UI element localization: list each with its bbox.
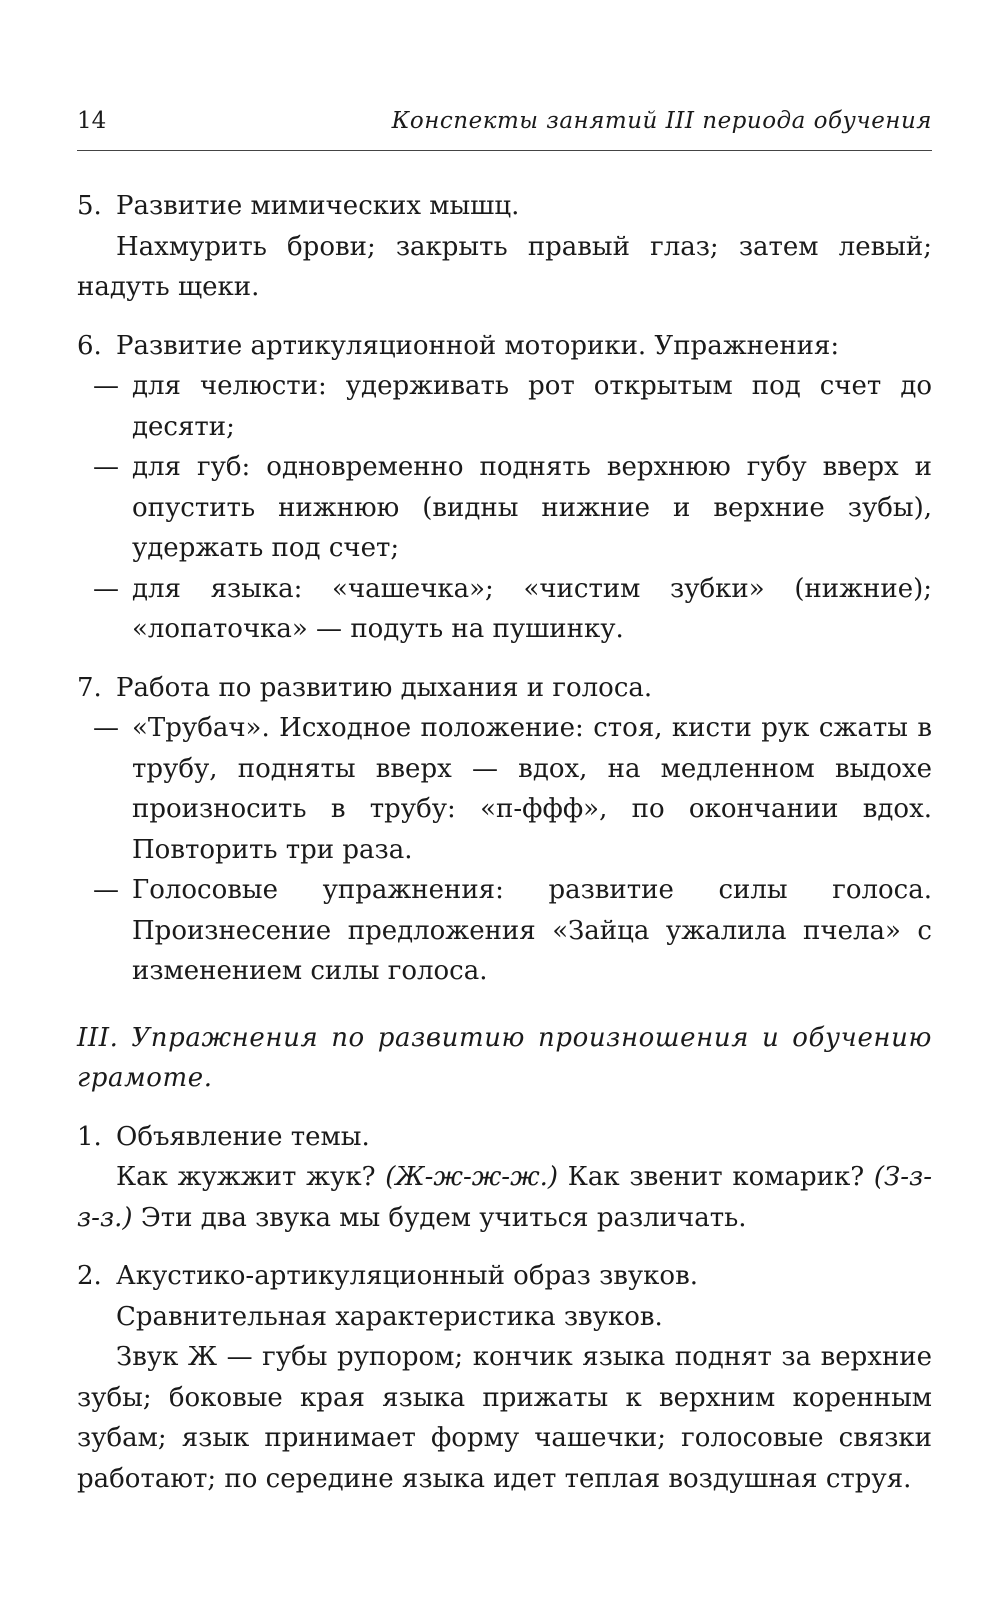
- running-title: Конспекты занятий III периода обучения: [391, 108, 932, 134]
- bullet-text: для челюсти: удерживать рот открытым под счет до десяти;: [132, 371, 932, 442]
- item-6-number: 6.: [77, 330, 102, 361]
- dash-mark: —: [93, 452, 119, 482]
- item-7-heading: [77, 668, 932, 709]
- item-5-text: Нахмурить брови; закрыть правый глаз; затем левый; надуть щеки.: [77, 231, 932, 302]
- bullet-text: для языка: «чашечка»; «чистим зубки» (нижние); «лопаточка» — подуть на пушинку.: [132, 573, 932, 644]
- page-number: 14: [77, 108, 107, 134]
- spacer: [77, 308, 932, 326]
- dash-mark: —: [93, 713, 119, 743]
- section-3-item-2-subtitle: Сравнительная характеристика звуков.: [116, 1301, 663, 1332]
- question-2: Как звенит комарик?: [567, 1162, 865, 1192]
- header-rule: [77, 150, 932, 151]
- item-6-bullet-lips: [77, 447, 932, 569]
- item-5-title: Развитие мимических мышц.: [116, 191, 520, 221]
- dash-mark: —: [93, 371, 119, 401]
- question-1: Как жужжит жук?: [116, 1162, 376, 1192]
- answer-1: (Ж-ж-ж-ж.): [385, 1162, 559, 1192]
- item-5-heading: [77, 186, 932, 227]
- spacer: [77, 650, 932, 668]
- section-3-item-2-text: Звук Ж — губы рупором; кончик языка поднят за верхние зубы; боковые края языка прижаты к верхним коренным зубам; язык принимает форму чашечки; голосовые связки работают; по середине языка идет теплая воздушная струя.: [77, 1342, 932, 1494]
- section-3-item-1-title: Объявление темы.: [116, 1121, 370, 1152]
- dash-mark: —: [93, 875, 119, 905]
- running-head: [77, 104, 932, 138]
- section-3-item-1-text: [77, 1157, 932, 1238]
- item-6-heading: [77, 326, 932, 367]
- item-7-title: Работа по развитию дыхания и голоса.: [116, 672, 653, 703]
- section-3-item-2-number: 2.: [77, 1261, 102, 1291]
- item-7-bullet-voice: [77, 870, 932, 992]
- item-6-title: Развитие артикуляционной моторики. Упражнения:: [116, 330, 840, 361]
- bullet-text: «Трубач». Исходное положение: стоя, кисти рук сжаты в трубу, подняты вверх — вдох, на медленном выдохе произносить в трубу: «п-ффф», по окончании вдох. Повторить три раза.: [132, 713, 932, 865]
- answer-2: (З-з-з-з.): [77, 1162, 932, 1233]
- page-body: [77, 186, 932, 1499]
- item-1-rest: Эти два звука мы будем учиться различать.: [140, 1202, 747, 1233]
- section-3-title: III. Упражнения по развитию произношения и обучению грамоте.: [77, 1022, 932, 1093]
- bullet-text: Голосовые упражнения: развитие силы голоса. Произнесение предложения «Зайца ужалила пчела» с изменением силы голоса.: [132, 875, 932, 986]
- section-3-item-1-number: 1.: [77, 1121, 102, 1152]
- spacer: [77, 1238, 932, 1256]
- spacer: [77, 1099, 932, 1117]
- item-7-bullet-trumpeter: [77, 708, 932, 870]
- item-6-bullet-jaw: [77, 366, 932, 447]
- dash-mark: —: [93, 573, 119, 604]
- section-3-item-1-heading: [77, 1117, 932, 1158]
- section-3-item-2-title: Акустико-артикуляционный образ звуков.: [116, 1261, 698, 1291]
- item-7-number: 7.: [77, 672, 102, 703]
- section-3-item-2-heading: [77, 1256, 932, 1297]
- bullet-text: для губ: одновременно поднять верхнюю губу вверх и опустить нижнюю (видны нижние и верхние зубы), удержать под счет;: [132, 452, 932, 563]
- item-5-number: 5.: [77, 191, 102, 221]
- book-page: [77, 0, 932, 1614]
- item-6-bullet-tongue: [77, 569, 932, 650]
- spacer: [77, 992, 932, 1018]
